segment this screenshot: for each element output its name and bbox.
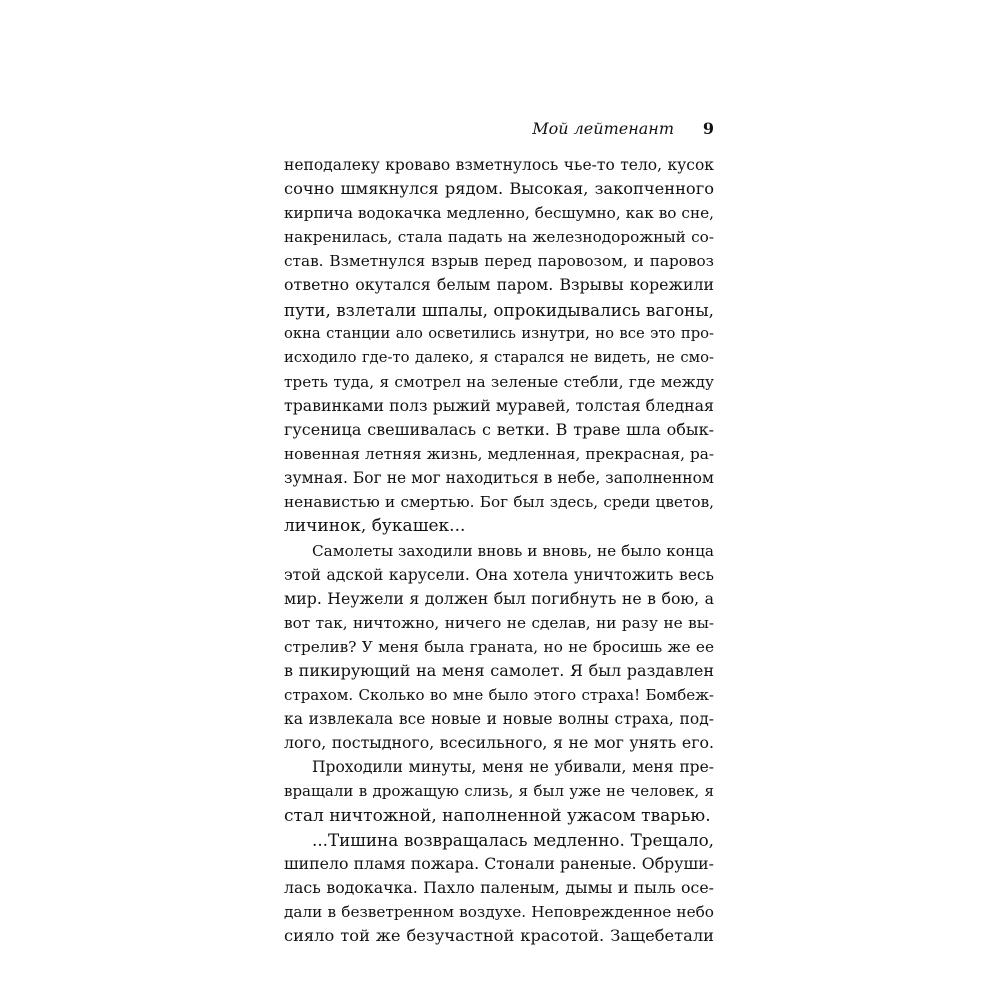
text-line: сияло той же безучастной красотой. Защебетали — [284, 926, 714, 945]
text-line: вращали в дрожащую слизь, я был уже не человек, я — [284, 782, 714, 801]
body-text — [284, 153, 714, 948]
text-line: кирпича водокачка медленно, бесшумно, как во сне, — [284, 204, 714, 223]
text-line: исходило где-то далеко, я старался не видеть, не смо- — [284, 348, 714, 366]
text-line: неподалеку кроваво взметнулось чье-то тело, кусок — [284, 156, 714, 174]
text-line: зумная. Бог не мог находиться в небе, заполненном — [284, 469, 714, 488]
text-line: ненавистью и смертью. Бог был здесь, среди цветов, — [284, 493, 714, 512]
text-line: ка извлекала все новые и новые волны страха, под- — [284, 710, 714, 729]
text-line: дали в безветренном воздухе. Неповрежденное небо — [284, 902, 714, 921]
text-line: стрелив? У меня была граната, но не бросишь же ее — [284, 637, 714, 656]
text-line: пути, взлетали шпалы, опрокидывались вагоны, — [284, 299, 714, 320]
running-title: Мой лейтенант — [532, 119, 674, 138]
text-line: шипело пламя пожара. Стонали раненые. Обруши- — [284, 853, 714, 873]
text-line: окна станции ало осветились изнутри, но все это про- — [284, 324, 714, 342]
text-line: гусеница свешивалась с ветки. В траве шла обык- — [284, 420, 714, 440]
running-header — [284, 118, 714, 140]
text-line: новенная летняя жизнь, медленная, прекрасная, ра- — [284, 445, 714, 464]
text-line: личинок, букашек... — [284, 516, 466, 537]
text-line: Самолеты заходили вновь и вновь, не было конца — [312, 541, 714, 560]
text-line: мир. Неужели я должен был погибнуть не в бою, а — [284, 588, 714, 608]
text-line: Проходили минуты, меня не убивали, меня пре- — [312, 758, 714, 777]
text-line: ...Тишина возвращалась медленно. Трещало, — [312, 829, 714, 850]
text-line: травинками полз рыжий муравей, толстая бледная — [284, 395, 714, 415]
text-line: страхом. Сколько во мне было этого страха! Бомбеж- — [284, 686, 714, 705]
text-line: в пикирующий на меня самолет. Я был раздавлен — [284, 660, 714, 680]
text-line: лась водокачка. Пахло паленым, дымы и пыль осе- — [284, 877, 714, 897]
text-line: сочно шмякнулся рядом. Высокая, закопченного — [284, 179, 714, 199]
text-line: треть туда, я смотрел на зеленые стебли, где между — [284, 372, 714, 391]
text-line: этой адской карусели. Она хотела уничтожить весь — [284, 565, 714, 584]
text-line: ответно окутался белым паром. Взрывы корежили — [284, 275, 714, 295]
text-line: стал ничтожной, наполненной ужасом тварью. — [284, 805, 711, 826]
text-line: став. Взметнулся взрыв перед паровозом, и паровоз — [284, 252, 714, 271]
text-line: накренилась, стала падать на железнодорожный со- — [284, 228, 714, 247]
page-number: 9 — [702, 119, 714, 138]
text-line: вот так, ничтожно, ничего не сделав, ни разу не вы- — [284, 613, 714, 632]
text-line: лого, постыдного, всесильного, я не мог унять его. — [284, 733, 714, 753]
